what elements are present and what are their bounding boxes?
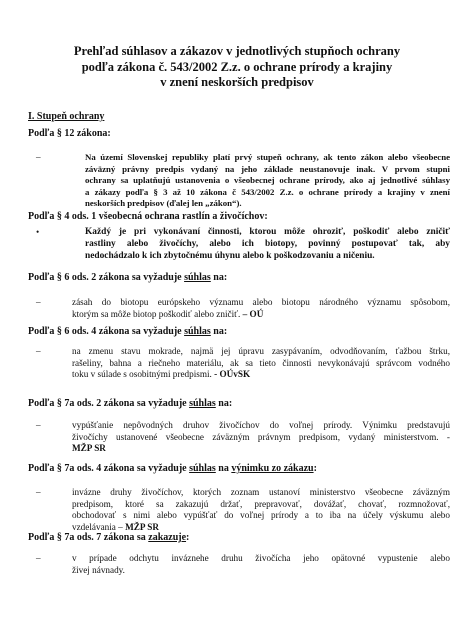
section-heading: I. Stupeň ochrany — [28, 111, 105, 122]
title-line-3: v znení neskorších predpisov — [160, 75, 314, 89]
authority-tag: MŽP SR — [72, 443, 106, 454]
item-text: vypúšťanie nepôvodných druhov živočíchov do voľnej prírody. Výnimku predstavujú živočíchy ustanovené všeobecne záväzným právnym predpisom, vydaný ministerstvom. - MŽP SR — [72, 420, 450, 454]
document-title — [0, 44, 474, 91]
title-line-2: podľa zákona č. 543/2002 Z.z. o ochrane prírody a krajiny — [81, 59, 393, 74]
dash: – — [36, 152, 41, 162]
authority-tag: MŽP SR — [125, 521, 160, 532]
title-line-1: Prehľad súhlasov a zákazov v jednotlivých stupňoch ochrany — [73, 44, 401, 58]
dash: – — [36, 487, 41, 497]
block-heading-6-4: Podľa § 6 ods. 4 zákona sa vyžaduje súhlas na: — [28, 326, 228, 337]
block-heading-4-1: Podľa § 4 ods. 1 všeobecná ochrana rastlín a živočíchov: — [28, 211, 268, 222]
block-heading-12: Podľa § 12 zákona: — [28, 128, 111, 139]
dash: – — [36, 420, 41, 430]
item-text: Každý je pri vykonávaní činnosti, ktorou môže ohroziť, poškodiť alebo zničiť rastliny alebo živočíchy, alebo ich biotopy, povinný postupovať tak, aby nedochádzalo k ich zbytočnému úhynu alebo k poškodzovaniu a ničeniu. — [85, 227, 450, 261]
item-text: zásah do biotopu európskeho významu alebo biotopu národného významu spôsobom, ktorým sa môže biotop poškodiť alebo zničiť. – OÚ — [72, 297, 450, 319]
item-text: Na území Slovenskej republiky platí prvý stupeň ochrany, ak tento zákon alebo všeobecne záväzný právny predpis vydaný na jeho základe neustanovuje inak. V prvom stupni ochrany sa uplatňujú ustanovenia o všeobecnej ochrane prírody, ako aj jednotlivé súhlasy a zákazy podľa § 3 až 10 zákona č 543/2002 Z.z. o ochrane prírody a krajiny v znení neskorších predpisov (ďalej len „zákon“). — [85, 152, 450, 209]
item-text: na zmenu stavu mokrade, najmä jej úpravu zasypávaním, odvodňovaním, ťažbou štrku, rašeliny, bahna a riečneho materiálu, ak sa tieto činnosti nevykonávajú správcom vodného toku v súlade s osobitnými predpismi. - OÚvSK — [72, 346, 450, 380]
authority-tag: – OÚ — [242, 308, 264, 319]
block-heading-7a-4: Podľa § 7a ods. 4 zákona sa vyžaduje súhlas na výnimku zo zákazu: — [28, 463, 317, 474]
item-text: invázne druhy živočíchov, ktorých zoznam ustanoví ministerstvo všeobecne záväzným predpisom, ktoré sa zakazujú držať, prepravovať, dovážať, chovať, rozmnožovať, obchodovať s nimi alebo vypúšťať do voľnej prírody a to iba na účely výskumu alebo vzdelávania – MŽP SR — [72, 487, 450, 532]
authority-tag: - OÚvSK — [214, 369, 251, 380]
dash: – — [36, 346, 41, 356]
block-heading-7a-7: Podľa § 7a ods. 7 zákona sa zakazuje: — [28, 532, 190, 543]
dash: – — [36, 553, 41, 563]
block-heading-7a-2: Podľa § 7a ods. 2 zákona sa vyžaduje súhlas na: — [28, 398, 233, 409]
bullet: • — [36, 227, 40, 237]
dash: – — [36, 297, 41, 307]
item-text: v prípade odchytu inváznehe druhu živočícha jeho opätovné vypustenie alebo živej návnady. — [72, 553, 450, 575]
block-heading-6-2: Podľa § 6 ods. 2 zákona sa vyžaduje súhlas na: — [28, 272, 228, 283]
